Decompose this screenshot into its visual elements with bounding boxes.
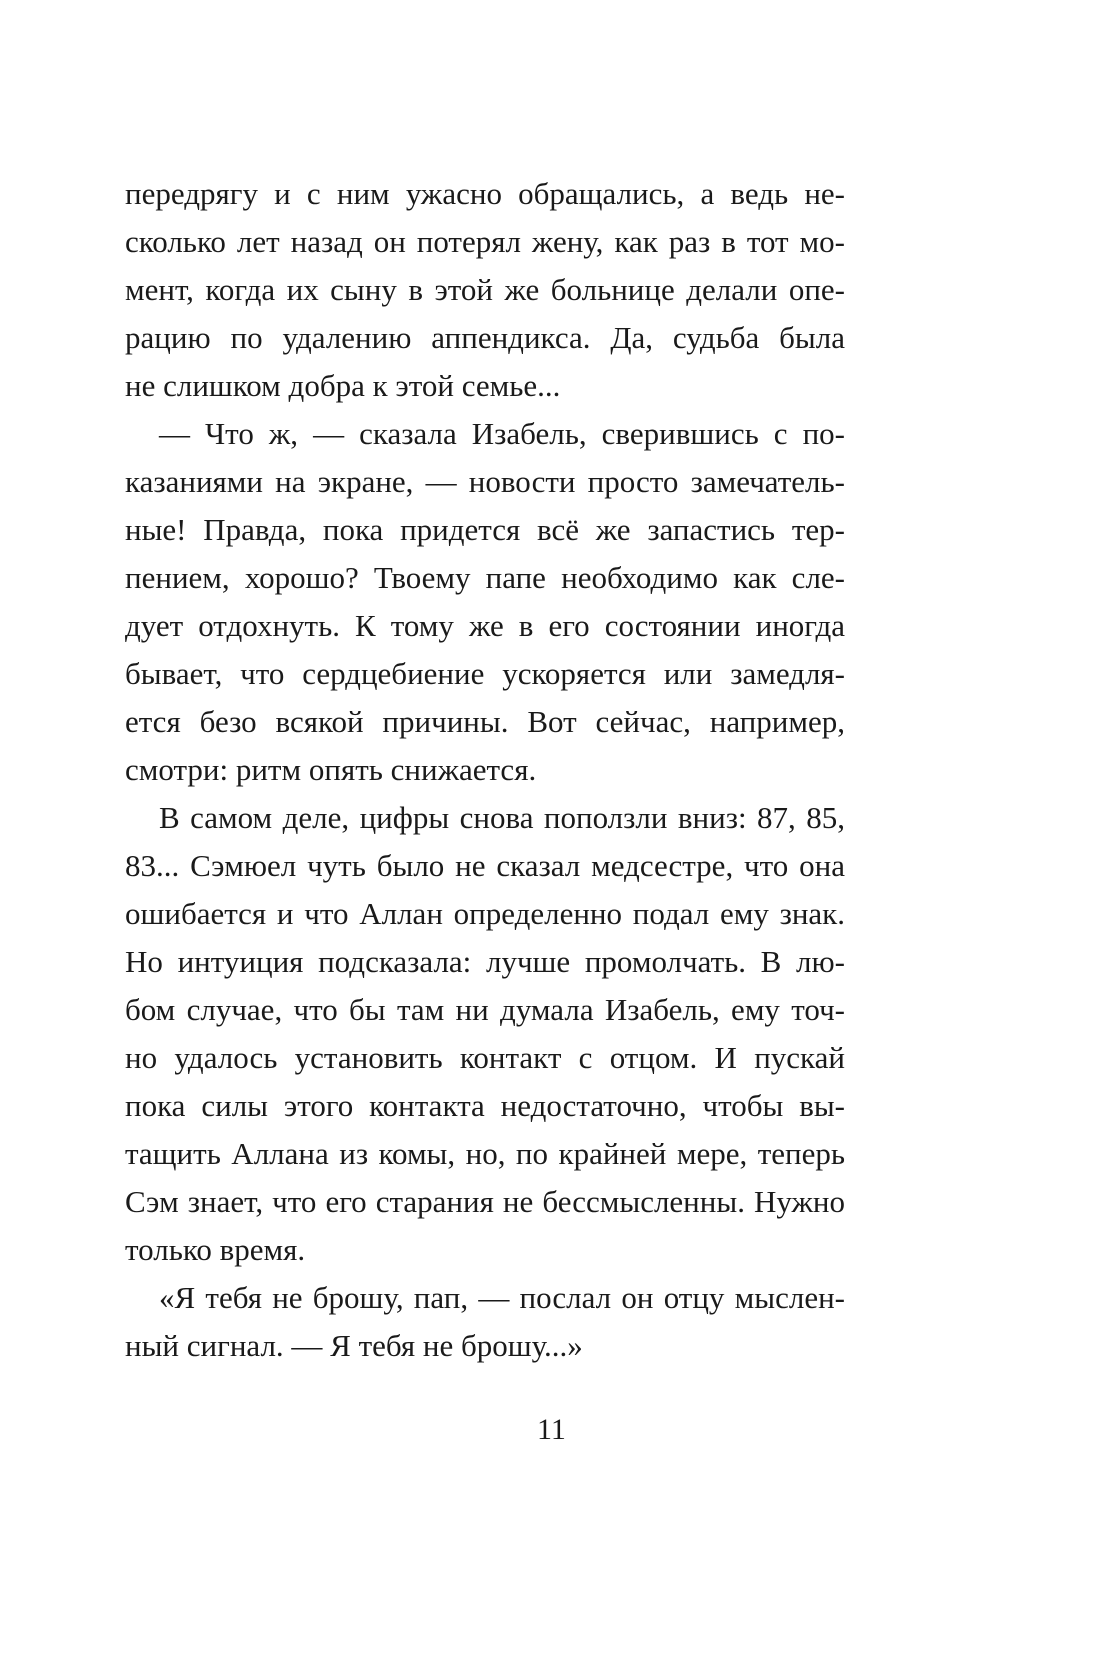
text-line: Но интуиция подсказала: лучше промолчать. В лю- — [125, 944, 845, 979]
text-line: сколько лет назад он потерял жену, как раз в тот мо- — [125, 224, 845, 259]
text-line: но удалось установить контакт с отцом. И пускай — [125, 1040, 845, 1075]
text-line: мент, когда их сыну в этой же больнице делали опе- — [125, 272, 845, 307]
text-line: дует отдохнуть. К тому же в его состоянии иногда — [125, 608, 845, 643]
text-line: Сэм знает, что его старания не бессмысленны. Нужно — [125, 1184, 845, 1219]
text-line: ные! Правда, пока придется всё же запастись тер- — [125, 512, 845, 547]
text-line: рацию по удалению аппендикса. Да, судьба была — [125, 320, 845, 355]
body-text — [125, 170, 845, 1370]
text-line: — Что ж, — сказала Изабель, сверившись с по- — [159, 416, 845, 451]
text-line: передрягу и с ним ужасно обращались, а ведь не- — [125, 176, 845, 211]
text-line: смотри: ритм опять снижается. — [125, 752, 537, 787]
text-line: бом случае, что бы там ни думала Изабель, ему точ- — [125, 992, 845, 1027]
text-line: тащить Аллана из комы, но, по крайней мере, теперь — [125, 1136, 845, 1171]
text-line: бывает, что сердцебиение ускоряется или замедля- — [125, 656, 845, 691]
text-line: не слишком добра к этой семье... — [125, 368, 561, 403]
text-line: В самом деле, цифры снова поползли вниз: 87, 85, — [159, 800, 845, 835]
text-line: только время. — [125, 1232, 306, 1267]
text-line: ется безо всякой причины. Вот сейчас, например, — [125, 704, 845, 739]
text-line: 83... Сэмюел чуть было не сказал медсестре, что она — [125, 848, 845, 883]
text-line: пока силы этого контакта недостаточно, чтобы вы- — [125, 1088, 845, 1123]
text-line: ошибается и что Аллан определенно подал ему знак. — [125, 896, 845, 931]
text-line: ный сигнал. — Я тебя не брошу...» — [125, 1328, 583, 1363]
page-number: 11 — [537, 1413, 566, 1446]
text-line: «Я тебя не брошу, пап, — послал он отцу мыслен- — [159, 1280, 845, 1315]
text-line: пением, хорошо? Твоему папе необходимо как сле- — [125, 560, 845, 595]
text-line: казаниями на экране, — новости просто замечатель- — [125, 464, 845, 499]
